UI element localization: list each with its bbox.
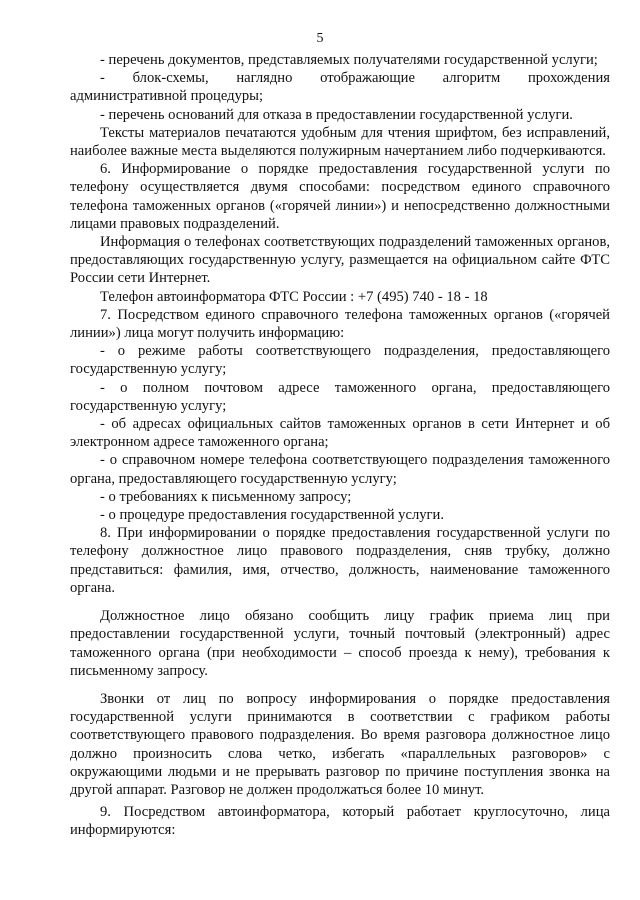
paragraph-autoinformer-phone: Телефон автоинформатора ФТС России : +7 (495) 740 - 18 - 18 bbox=[100, 288, 488, 305]
paragraph-item-9: 9. Посредством автоинформатора, который работает круглосуточно, лица информируются: bbox=[70, 804, 610, 839]
paragraph-item-7: 7. Посредством единого справочного телефона таможенных органов («горячей линии») лица могут получить информацию: bbox=[70, 306, 610, 342]
paragraph-refusal-grounds: - перечень оснований для отказа в предоставлении государственной услуги. bbox=[100, 106, 573, 123]
page-number: 5 bbox=[316, 31, 324, 46]
paragraph-procedure: - о процедуре предоставления государственной услуги. bbox=[100, 507, 444, 524]
paragraph-postal-address: - о полном почтовом адресе таможенного органа, предоставляющего государственную услугу; bbox=[70, 379, 610, 414]
paragraph-item-8: 8. При информировании о порядке предоставления государственной услуги по телефону должностное лицо правового подразделения, сняв трубку, должно представиться: фамилия, имя, отчество, должность, наименование таможенного органа. bbox=[70, 525, 610, 596]
paragraph-flowcharts: - блок-схемы, наглядно отображающие алгоритм прохождения административной процедуры; bbox=[70, 70, 610, 105]
paragraph-calls: Звонки от лиц по вопросу информирования о порядке предоставления государственной услуги принимаются в соответствии с графиком работы соответствующего правового подразделения. Во время разговора должностное лицо должно произносить слова четко, избегать «параллельных разговоров» с окружающими людьми и не прерывать разговор по причине поступления звонка на другой аппарат. Разговор не должен продолжаться более 10 минут. bbox=[70, 690, 610, 798]
paragraph-documents-list: - перечень документов, представляемых получателями государственной услуги; bbox=[100, 52, 598, 68]
paragraph-reference-number: - о справочном номере телефона соответствующего подразделения таможенного органа, предоставляющего государственную услугу; bbox=[70, 452, 610, 487]
paragraph-official-duty: Должностное лицо обязано сообщить лицу график приема лиц при предоставлении государственной услуги, точный почтовый (электронный) адрес таможенного органа (при необходимости – способ проезда к нему), требования к письменному запросу. bbox=[70, 608, 610, 679]
document-body bbox=[70, 51, 610, 840]
paragraph-materials-font: Тексты материалов печатаются удобным для чтения шрифтом, без исправлений, наиболее важные места выделяются полужирным начертанием либо подчеркиваются. bbox=[70, 124, 610, 160]
paragraph-phone-info: Информация о телефонах соответствующих подразделений таможенных органов, предоставляющих государственную услугу, размещается на официальном сайте ФТС России сети Интернет. bbox=[70, 234, 610, 287]
paragraph-item-6: 6. Информирование о порядке предоставления государственной услуги по телефону осуществляется двумя способами: посредством единого справочного телефона таможенных органов («горячей линии») и непосредственно должностными лицами правовых подразделений. bbox=[70, 161, 610, 232]
paragraph-work-schedule: - о режиме работы соответствующего подразделения, предоставляющего государственную услугу; bbox=[70, 343, 610, 378]
paragraph-websites: - об адресах официальных сайтов таможенных органов в сети Интернет и об электронном адресе таможенного органа; bbox=[70, 416, 610, 451]
paragraph-request-requirements: - о требованиях к письменному запросу; bbox=[100, 488, 352, 505]
